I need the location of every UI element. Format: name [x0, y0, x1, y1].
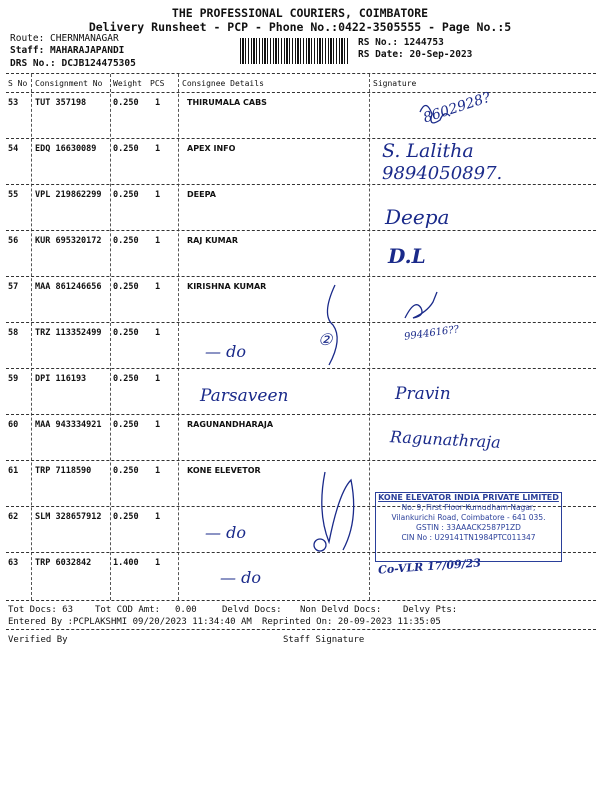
handwritten-signature: Co-VLR 17/09/23: [377, 556, 482, 577]
circled-mark: [314, 539, 326, 551]
signature-scribble: [405, 292, 437, 318]
weight-value: 0.250: [113, 190, 139, 200]
weight-value: 0.250: [113, 328, 139, 338]
total-docs: Tot Docs: 63: [8, 605, 74, 615]
consignee-name: DEEPA: [187, 190, 216, 199]
pieces-count: 1: [155, 466, 161, 476]
weight-value: 0.250: [113, 282, 139, 292]
drs-number: DRS No.: DCJB124475305: [10, 58, 136, 69]
route-label: Route: CHERNMANAGAR: [10, 33, 119, 44]
serial-number: 54: [8, 144, 19, 154]
handwritten-number: 8602928?: [421, 89, 493, 127]
consignee-name: KONE ELEVETOR: [187, 466, 261, 475]
consignment-number: EDQ 16630089: [35, 144, 97, 154]
consignment-number: TRP 6032842: [35, 558, 92, 568]
company-title: THE PROFESSIONAL COURIERS, COIMBATORE: [171, 6, 429, 20]
pieces-count: 1: [155, 282, 161, 292]
ditto-mark: — do: [220, 568, 261, 587]
pen-line: [327, 285, 337, 365]
weight-value: 0.250: [113, 512, 139, 522]
handwritten-phone: 9894050897.: [382, 163, 503, 184]
col-consignee-header: Consignee Details: [182, 79, 264, 88]
pieces-count: 1: [155, 98, 161, 108]
col-consignment-header: Consignment No: [35, 79, 103, 88]
serial-number: 56: [8, 236, 19, 246]
handwritten-name: S. Lalitha: [382, 140, 474, 162]
consignee-name: THIRUMALA CABS: [187, 98, 267, 107]
verified-by: Verified By: [8, 635, 68, 645]
serial-number: 60: [8, 420, 19, 430]
stamp-address-1: No. 9, First Floor Kumudham Nagar,: [401, 503, 536, 512]
handwritten-signature: Pravin: [395, 384, 451, 404]
consignment-number: DPI 116193: [35, 374, 87, 384]
serial-number: 63: [8, 558, 19, 568]
col-signature-header: Signature: [373, 79, 417, 88]
handwritten-signature: Ragunathraja: [389, 427, 502, 452]
weight-value: 1.400: [113, 558, 139, 568]
consignment-number: TRZ 113352499: [35, 328, 102, 338]
serial-number: 58: [8, 328, 19, 338]
col-weight-header: Weight: [113, 79, 142, 88]
handwritten-signature: Deepa: [385, 205, 450, 229]
pieces-count: 1: [155, 374, 161, 384]
handwritten-name: Parsaveen: [200, 386, 289, 406]
non-delivered-docs: Non Delvd Docs:: [300, 605, 382, 615]
ditto-mark: — do: [205, 342, 246, 361]
consignment-number: MAA 861246656: [35, 282, 102, 292]
consignment-number: KUR 695320172: [35, 236, 102, 246]
rs-number: RS No.: 1244753: [358, 37, 444, 48]
entered-by: Entered By :PCPLAKSHMI 09/20/2023 11:34:40 AM: [8, 617, 252, 627]
weight-value: 0.250: [113, 236, 139, 246]
serial-number: 57: [8, 282, 19, 292]
consignment-number: TRP 7118590: [35, 466, 92, 476]
weight-value: 0.250: [113, 420, 139, 430]
col-pcs-header: PCS: [150, 79, 165, 88]
pieces-count: 1: [155, 420, 161, 430]
handwritten-phone: 9944616??: [403, 324, 460, 343]
handwritten-signature: D.L: [388, 244, 426, 268]
pieces-count: 1: [155, 236, 161, 246]
serial-number: 55: [8, 190, 19, 200]
pieces-count: 1: [155, 558, 161, 568]
consignment-number: MAA 943334921: [35, 420, 102, 430]
stamp-gstin: GSTIN : 33AAACK2587P1ZD: [416, 523, 521, 532]
pen-line: [322, 472, 354, 550]
runsheet-subtitle: Delivery Runsheet - PCP - Phone No.:0422-3505555 - Page No.:5: [88, 20, 512, 34]
consignee-name: APEX INFO: [187, 144, 236, 153]
serial-number: 62: [8, 512, 19, 522]
total-cod-amount: 0.00: [175, 605, 197, 615]
serial-number: 61: [8, 466, 19, 476]
consignment-number: VPL 219862299: [35, 190, 102, 200]
company-stamp: [375, 492, 562, 562]
rs-date: RS Date: 20-Sep-2023: [358, 49, 473, 60]
weight-value: 0.250: [113, 374, 139, 384]
total-cod-label: Tot COD Amt:: [95, 605, 161, 615]
ditto-mark: — do: [205, 523, 246, 542]
delivered-docs: Delvd Docs:: [222, 605, 282, 615]
serial-number: 53: [8, 98, 19, 108]
consignee-name: KIRISHNA KUMAR: [187, 282, 267, 291]
serial-number: 59: [8, 374, 19, 384]
stamp-address-2: Vilankurichi Road, Coimbatore - 641 035.: [391, 513, 546, 522]
staff-label: Staff: MAHARAJAPANDI: [10, 45, 125, 56]
stamp-cin: CIN No : U29141TN1984PTC011347: [401, 533, 536, 542]
stamp-company: KONE ELEVATOR INDIA PRIVATE LIMITED: [378, 493, 559, 502]
circled-number: ②: [318, 330, 333, 349]
pieces-count: 1: [155, 190, 161, 200]
pieces-count: 1: [155, 512, 161, 522]
consignment-number: TUT 357198: [35, 98, 87, 108]
weight-value: 0.250: [113, 98, 139, 108]
delivery-points: Delvy Pts:: [403, 605, 458, 615]
staff-signature: Staff Signature: [283, 635, 365, 645]
consignee-name: RAJ KUMAR: [187, 236, 238, 245]
consignment-number: SLM 328657912: [35, 512, 102, 522]
weight-value: 0.250: [113, 144, 139, 154]
weight-value: 0.250: [113, 466, 139, 476]
pieces-count: 1: [155, 328, 161, 338]
pieces-count: 1: [155, 144, 161, 154]
col-sno-header: S No: [8, 79, 28, 88]
reprinted-on: Reprinted On: 20-09-2023 11:35:05: [262, 617, 441, 627]
consignee-name: RAGUNANDHARAJA: [187, 420, 274, 429]
signature-scribble: [420, 105, 450, 122]
